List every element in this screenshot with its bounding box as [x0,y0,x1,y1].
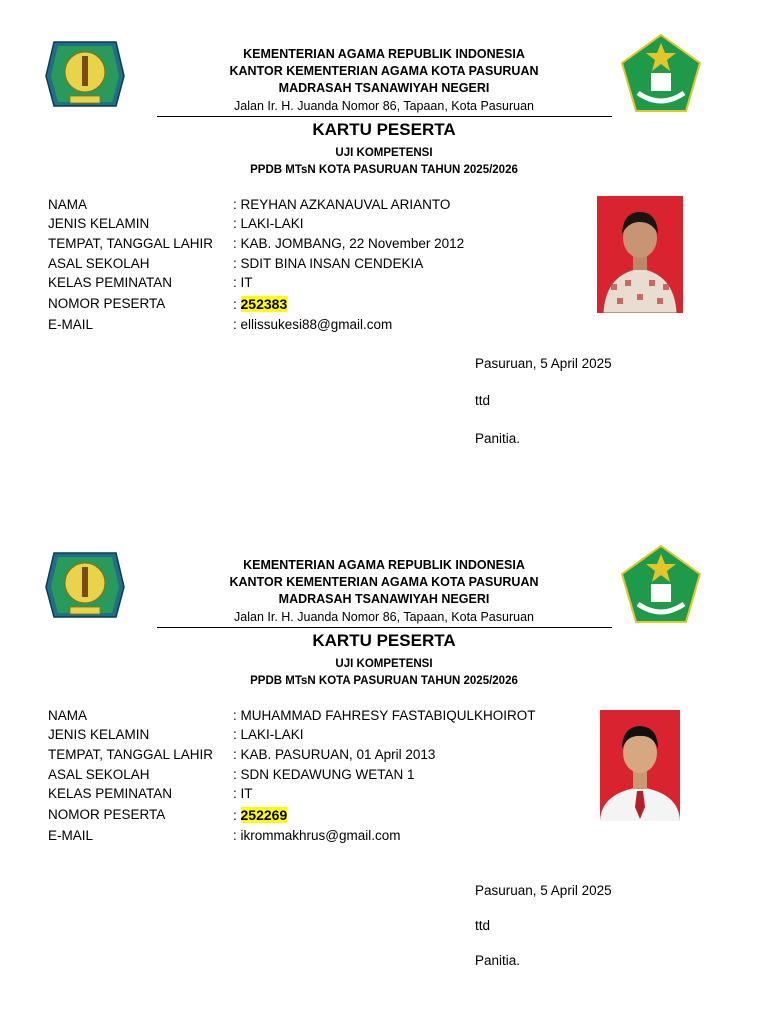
kop-line-1: KEMENTERIAN AGAMA REPUBLIK INDONESIA [243,558,525,572]
field-row [48,234,588,254]
participant-number: : 252269 [233,807,288,823]
field-label: NAMA [48,197,88,212]
field-value: : LAKI-LAKI [233,727,304,742]
field-value: : KAB. JOMBANG, 22 November 2012 [233,236,465,251]
kop-line-2: KANTOR KEMENTERIAN AGAMA KOTA PASURUAN [229,64,539,78]
field-value: : ellissukesi88@gmail.com [233,317,393,332]
field-row [48,826,588,846]
kemenag-emblem-icon [620,33,702,113]
kemenag-emblem-icon [620,544,702,624]
participant-card [0,511,768,1011]
field-value: : IT [233,275,253,290]
field-row [48,214,588,234]
field-label: ASAL SEKOLAH [48,767,150,782]
field-row [48,765,588,785]
participant-number: : 252383 [233,296,288,312]
field-row [48,706,588,726]
field-row [48,805,588,825]
sign-panitia: Panitia. [475,953,521,968]
field-label: E-MAIL [48,317,94,332]
participant-card [0,0,768,500]
kop-line-2: KANTOR KEMENTERIAN AGAMA KOTA PASURUAN [229,575,539,589]
pasuruan-regency-seal-icon [44,36,126,112]
card-subtitle-2: PPDB MTsN KOTA PASURUAN TAHUN 2025/2026 [250,164,518,176]
field-row [48,273,588,293]
kop-divider [157,116,612,117]
field-label: ASAL SEKOLAH [48,256,150,271]
field-label: NOMOR PESERTA [48,807,166,822]
field-value: : REYHAN AZKANAUVAL ARIANTO [233,197,451,212]
card-title: KARTU PESERTA [312,631,456,650]
kop-address: Jalan Ir. H. Juanda Nomor 86, Tapaan, Kota Pasuruan [234,99,534,113]
field-label: JENIS KELAMIN [48,216,150,231]
field-row [48,195,588,215]
field-value: : MUHAMMAD FAHRESY FASTABIQULKHOIROT [233,708,536,723]
participant-photo [597,707,683,824]
pasuruan-regency-seal-icon [44,547,126,623]
field-value: : SDIT BINA INSAN CENDEKIA [233,256,424,271]
sign-place-date: Pasuruan, 5 April 2025 [475,883,612,898]
sign-place-date: Pasuruan, 5 April 2025 [475,356,612,371]
sign-panitia: Panitia. [475,431,521,446]
card-subtitle-1: UJI KOMPETENSI [335,658,433,670]
card-title: KARTU PESERTA [312,120,456,139]
field-label: TEMPAT, TANGGAL LAHIR [48,236,214,251]
field-value: : IT [233,786,253,801]
sign-ttd: ttd [475,393,491,408]
field-row [48,254,588,274]
kop-address: Jalan Ir. H. Juanda Nomor 86, Tapaan, Kota Pasuruan [234,610,534,624]
field-label: TEMPAT, TANGGAL LAHIR [48,747,214,762]
card-subtitle-2: PPDB MTsN KOTA PASURUAN TAHUN 2025/2026 [250,675,518,687]
participant-photo [597,196,683,313]
field-value: : SDN KEDAWUNG WETAN 1 [233,767,415,782]
field-label: KELAS PEMINATAN [48,786,173,801]
field-row [48,315,588,335]
card-subtitle-1: UJI KOMPETENSI [335,147,433,159]
field-label: E-MAIL [48,828,94,843]
kop-line-3: MADRASAH TSANAWIYAH NEGERI [278,592,490,606]
field-value: : LAKI-LAKI [233,216,304,231]
field-label: NAMA [48,708,88,723]
field-row [48,745,588,765]
sign-ttd: ttd [475,918,491,933]
field-row [48,784,588,804]
field-value: : ikrommakhrus@gmail.com [233,828,401,843]
kop-divider [157,627,612,628]
field-value: : KAB. PASURUAN, 01 April 2013 [233,747,436,762]
field-label: NOMOR PESERTA [48,296,166,311]
kop-line-1: KEMENTERIAN AGAMA REPUBLIK INDONESIA [243,47,525,61]
field-label: KELAS PEMINATAN [48,275,173,290]
field-label: JENIS KELAMIN [48,727,150,742]
field-row [48,725,588,745]
kop-line-3: MADRASAH TSANAWIYAH NEGERI [278,81,490,95]
field-row [48,294,588,314]
